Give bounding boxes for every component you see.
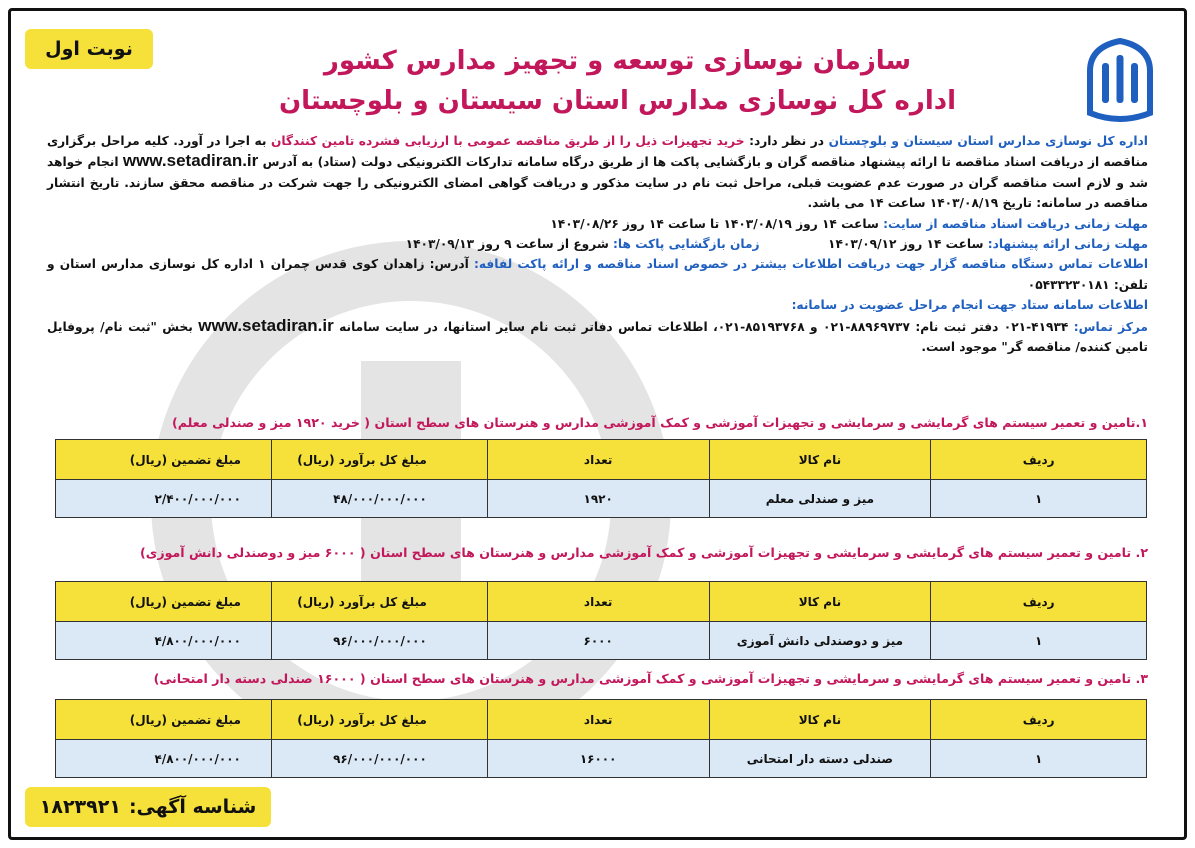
- doc-deadline-label: مهلت زمانی دریافت اسناد مناقصه از سایت:: [878, 216, 1148, 231]
- col-name: نام کالا: [709, 700, 931, 740]
- table-header-row: [56, 700, 1147, 740]
- cell-row: ۱: [931, 622, 1147, 660]
- notice-id-badge: [25, 787, 271, 827]
- intro-subject: خرید تجهیزات ذیل را از طریق مناقصه عمومی با ارزیابی فشرده تامین کنندگان: [270, 134, 745, 148]
- setad-heading: اطلاعات سامانه ستاد جهت انجام مراحل عضویت در سامانه:: [791, 298, 1148, 313]
- setad-tail: بخش "ثبت نام/ پروفایل تامین کننده/ مناقصه گر" موجود است.: [47, 319, 1148, 355]
- cell-row: ۱: [931, 480, 1147, 518]
- contact-info: [47, 254, 1148, 295]
- intro-procedure: کلیه مراحل برگزاری مناقصه از دریافت اسناد مناقصه تا ارائه پیشنهاد مناقصه گران و بازگشایی پاکت ها از طریق درگاه سامانه تدارکات الکترونیکی دولت (ستاد) به آدرس: [47, 134, 1148, 170]
- offer-deadline-label: مهلت زمانی ارائه پیشنهاد:: [983, 237, 1148, 252]
- section-3-title: ۳. تامین و تعمیر سیستم های گرمایشی و سرمایشی و تجهیزات آموزشی و کمک آموزشی مدارس و هنرستان های سطح استان ( ۱۶۰۰۰ صندلی دسته دار امتحانی): [153, 671, 1148, 686]
- publication-round-badge: نوبت اول: [25, 29, 153, 69]
- intro-org: اداره کل نوسازی مدارس استان سیستان و بلوچستان: [828, 134, 1148, 148]
- table-row: [56, 622, 1147, 660]
- offer-deadline: [47, 234, 1148, 254]
- section-3-table: [55, 699, 1147, 778]
- header-line-1: سازمان نوسازی توسعه و تجهیز مدارس کشور: [323, 46, 912, 76]
- section-2-table: [55, 581, 1147, 660]
- cell-guarantee: ۴/۸۰۰/۰۰۰/۰۰۰: [56, 740, 272, 778]
- cell-name: میز و دوصندلی دانش آموزی: [709, 622, 931, 660]
- intro-registration: انجام خواهد شد و لازم است مناقصه گران در صورت عدم عضویت قبلی، مراحل ثبت نام در سایت مذکور و دریافت گواهی امضای الکترونیکی را جهت شرکت در مناقصه محقق سازند. تاریخ انتشار مناقصه در سامانه: تاریخ ۱۴۰۳/۰۸/۱۹ ساعت ۱۴ می باشد.: [47, 155, 1148, 211]
- col-name: نام کالا: [709, 582, 931, 622]
- table-header-row: [56, 582, 1147, 622]
- col-total: مبلغ کل برآورد (ریال): [271, 582, 487, 622]
- cell-qty: ۱۹۲۰: [487, 480, 709, 518]
- col-guarantee: مبلغ تضمین (ریال): [56, 582, 272, 622]
- col-qty: تعداد: [487, 582, 709, 622]
- intro-paragraph: [47, 131, 1148, 214]
- notice-frame: [8, 8, 1187, 840]
- setad-contact: [47, 316, 1148, 358]
- col-guarantee: مبلغ تضمین (ریال): [56, 440, 272, 480]
- opening-label: زمان بازگشایی پاکت ها:: [608, 237, 760, 252]
- cell-total: ۹۶/۰۰۰/۰۰۰/۰۰۰: [271, 740, 487, 778]
- header-line-2: اداره کل نوسازی مدارس استان سیستان و بلوچستان: [278, 86, 957, 116]
- cell-name: صندلی دسته دار امتحانی: [709, 740, 931, 778]
- cell-name: میز و صندلی معلم: [709, 480, 931, 518]
- setad-link[interactable]: www.setadiran.ir: [122, 151, 259, 171]
- section-1-table: [55, 439, 1147, 518]
- notice-id-value: ۱۸۲۳۹۲۱: [39, 796, 121, 818]
- intro-text-1: در نظر دارد:: [744, 134, 829, 148]
- contact-value: آدرس: زاهدان کوی قدس چمران ۱ اداره کل نوسازی مدارس استان و تلفن: ۰۵۴۳۳۲۳۰۱۸۱: [47, 257, 1148, 292]
- col-row: ردیف: [931, 582, 1147, 622]
- opening-value: شروع از ساعت ۹ روز ۱۴۰۳/۰۹/۱۳: [405, 237, 609, 252]
- section-1-title: ۱.تامین و تعمیر سیستم های گرمایشی و سرمایشی و تجهیزات آموزشی و کمک آموزشی مدارس و هنرستان های سطح استان ( خرید ۱۹۲۰ میز و صندلی معلم): [172, 415, 1148, 430]
- cell-qty: ۶۰۰۰: [487, 622, 709, 660]
- setad-link-2[interactable]: www.setadiran.ir: [198, 315, 334, 335]
- table-row: [56, 480, 1147, 518]
- col-total: مبلغ کل برآورد (ریال): [271, 440, 487, 480]
- doc-deadline-value: ساعت ۱۴ روز ۱۴۰۳/۰۸/۱۹ تا ساعت ۱۴ روز ۱۴۰۳/۰۸/۲۶: [550, 216, 879, 231]
- call-center-value: ۴۱۹۳۴-۰۲۱ دفتر ثبت نام: ۸۸۹۶۹۷۳۷-۰۲۱ و ۸۵۱۹۳۷۶۸-۰۲۱، اطلاعات تماس دفاتر ثبت نام سایر استانها، در سایت سامانه: [339, 319, 1069, 334]
- cell-guarantee: ۴/۸۰۰/۰۰۰/۰۰۰: [56, 622, 272, 660]
- cell-total: ۴۸/۰۰۰/۰۰۰/۰۰۰: [271, 480, 487, 518]
- table-header-row: [56, 440, 1147, 480]
- ministry-emblem-icon: [1084, 37, 1156, 125]
- col-total: مبلغ کل برآورد (ریال): [271, 700, 487, 740]
- col-name: نام کالا: [709, 440, 931, 480]
- intro-text-2: به اجرا در آورد.: [173, 134, 271, 148]
- contact-label: اطلاعات تماس دستگاه مناقصه گزار جهت دریافت اطلاعات بیشتر در خصوص اسناد مناقصه و ارائه پاکت لفافه:: [468, 257, 1148, 272]
- notice-id-label: شناسه آگهی:: [128, 796, 257, 818]
- cell-guarantee: ۲/۴۰۰/۰۰۰/۰۰۰: [56, 480, 272, 518]
- col-row: ردیف: [931, 440, 1147, 480]
- doc-deadline: [47, 214, 1148, 234]
- col-qty: تعداد: [487, 700, 709, 740]
- cell-total: ۹۶/۰۰۰/۰۰۰/۰۰۰: [271, 622, 487, 660]
- header: [161, 41, 1074, 121]
- notice-body: [47, 131, 1148, 357]
- col-row: ردیف: [931, 700, 1147, 740]
- cell-row: ۱: [931, 740, 1147, 778]
- table-row: [56, 740, 1147, 778]
- col-guarantee: مبلغ تضمین (ریال): [56, 700, 272, 740]
- section-2-title: ۲. تامین و تعمیر سیستم های گرمایشی و سرمایشی و تجهیزات آموزشی و کمک آموزشی مدارس و هنرستان های سطح استان ( ۶۰۰۰ میز و دوصندلی دانش آموزی): [140, 545, 1148, 560]
- offer-deadline-value: ساعت ۱۴ روز ۱۴۰۳/۰۹/۱۲: [828, 237, 984, 252]
- col-qty: تعداد: [487, 440, 709, 480]
- cell-qty: ۱۶۰۰۰: [487, 740, 709, 778]
- call-center-label: مرکز تماس:: [1068, 319, 1148, 334]
